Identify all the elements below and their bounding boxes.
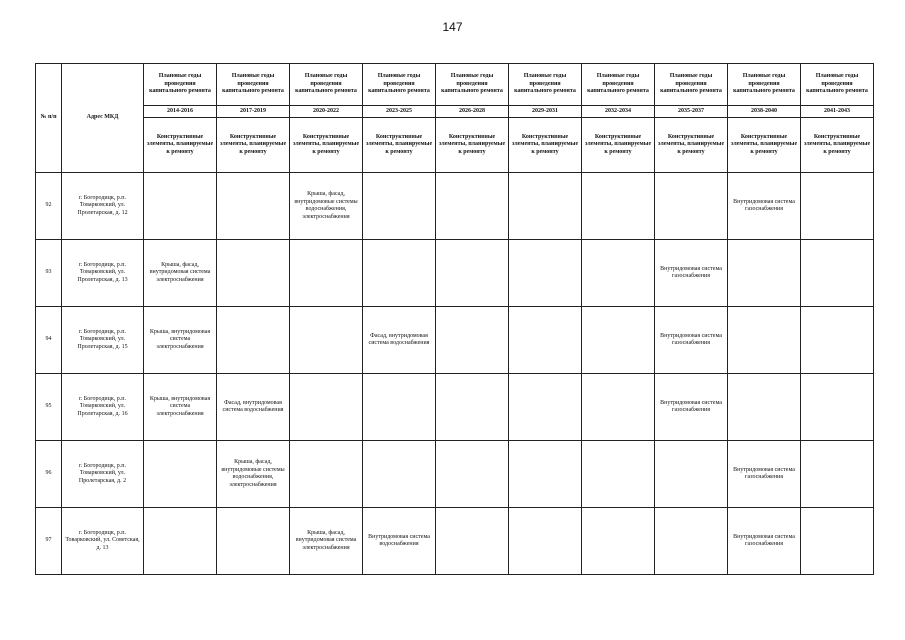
header-years: 2020-2022 (290, 106, 363, 118)
repair-elements-cell (801, 240, 874, 307)
row-number: 92 (36, 173, 62, 240)
repair-elements-cell (801, 173, 874, 240)
repair-elements-cell (436, 173, 509, 240)
repair-elements-cell (582, 374, 655, 441)
repair-elements-cell (801, 441, 874, 508)
header-elements: Конструктивные элементы, планируемые к ремонту (217, 118, 290, 173)
header-number: № п/п (36, 64, 62, 173)
repair-elements-cell (728, 307, 801, 374)
repair-elements-cell (290, 374, 363, 441)
row-number: 96 (36, 441, 62, 508)
repair-elements-cell (509, 508, 582, 575)
repair-elements-cell (436, 307, 509, 374)
capital-repair-table (35, 63, 874, 575)
header-elements: Конструктивные элементы, планируемые к ремонту (144, 118, 217, 173)
table-body (36, 173, 874, 575)
header-row-groups (36, 64, 874, 106)
repair-elements-cell (363, 441, 436, 508)
repair-elements-cell (582, 240, 655, 307)
header-elements: Конструктивные элементы, планируемые к ремонту (582, 118, 655, 173)
header-row-years (36, 106, 874, 118)
header-years: 2017-2019 (217, 106, 290, 118)
header-years: 2029-2031 (509, 106, 582, 118)
header-row-elements (36, 118, 874, 173)
repair-elements-cell (655, 508, 728, 575)
header-period-group: Плановые годы проведения капитального ремонта (801, 64, 874, 106)
table-row (36, 307, 874, 374)
repair-elements-cell (436, 508, 509, 575)
repair-elements-cell: Крыша, фасад, внутридомовые системы водоснабжения, электроснабжения (290, 173, 363, 240)
row-number: 97 (36, 508, 62, 575)
repair-elements-cell: Фасад, внутридомовая система водоснабжения (363, 307, 436, 374)
header-elements: Конструктивные элементы, планируемые к ремонту (436, 118, 509, 173)
header-elements: Конструктивные элементы, планируемые к ремонту (509, 118, 582, 173)
repair-elements-cell (290, 240, 363, 307)
header-period-group: Плановые годы проведения капитального ремонта (363, 64, 436, 106)
header-elements: Конструктивные элементы, планируемые к ремонту (728, 118, 801, 173)
repair-elements-cell (436, 374, 509, 441)
repair-elements-cell (217, 508, 290, 575)
repair-elements-cell: Внутридомовая система газоснабжения (655, 307, 728, 374)
table-header (36, 64, 874, 173)
header-elements: Конструктивные элементы, планируемые к ремонту (801, 118, 874, 173)
header-elements: Конструктивные элементы, планируемые к ремонту (363, 118, 436, 173)
table-row (36, 374, 874, 441)
header-years: 2035-2037 (655, 106, 728, 118)
header-period-group: Плановые годы проведения капитального ремонта (144, 64, 217, 106)
repair-elements-cell (363, 374, 436, 441)
repair-elements-cell (582, 441, 655, 508)
repair-elements-cell (217, 240, 290, 307)
repair-elements-cell (363, 240, 436, 307)
repair-elements-cell (582, 508, 655, 575)
repair-elements-cell (509, 173, 582, 240)
repair-elements-cell (509, 374, 582, 441)
table-row (36, 240, 874, 307)
repair-elements-cell (509, 441, 582, 508)
header-period-group: Плановые годы проведения капитального ремонта (728, 64, 801, 106)
row-number: 93 (36, 240, 62, 307)
repair-elements-cell (509, 307, 582, 374)
row-address: г. Богородицк, р.п. Товарковский, ул. Пролетарская, д. 16 (62, 374, 144, 441)
repair-elements-cell (436, 240, 509, 307)
header-period-group: Плановые годы проведения капитального ремонта (436, 64, 509, 106)
header-period-group: Плановые годы проведения капитального ремонта (290, 64, 363, 106)
repair-elements-cell (144, 508, 217, 575)
header-elements: Конструктивные элементы, планируемые к ремонту (655, 118, 728, 173)
repair-elements-cell (290, 307, 363, 374)
repair-elements-cell (363, 173, 436, 240)
repair-elements-cell: Внутридомовая система газоснабжения (655, 240, 728, 307)
header-years: 2023-2025 (363, 106, 436, 118)
header-period-group: Плановые годы проведения капитального ремонта (217, 64, 290, 106)
header-years: 2041-2043 (801, 106, 874, 118)
repair-elements-cell: Крыша, фасад, внутридомовая система электроснабжения (290, 508, 363, 575)
table-row (36, 173, 874, 240)
row-address: г. Богородицк, р.п. Товарковский, ул. Пролетарская, д. 2 (62, 441, 144, 508)
row-address: г. Богородицк, р.п. Товарковский, ул. Пролетарская, д. 12 (62, 173, 144, 240)
header-years: 2014-2016 (144, 106, 217, 118)
header-period-group: Плановые годы проведения капитального ремонта (655, 64, 728, 106)
row-address: г. Богородицк, р.п. Товарковский, ул. Пролетарская, д. 15 (62, 307, 144, 374)
repair-elements-cell (655, 441, 728, 508)
row-address: г. Богородицк, р.п. Товарковский, ул. Советская, д. 13 (62, 508, 144, 575)
row-address: г. Богородицк, р.п. Товарковский, ул. Пролетарская, д. 13 (62, 240, 144, 307)
repair-elements-cell (509, 240, 582, 307)
repair-elements-cell (655, 173, 728, 240)
repair-elements-cell (801, 307, 874, 374)
repair-elements-cell: Внутридомовая система газоснабжения (728, 508, 801, 575)
repair-elements-cell (217, 173, 290, 240)
header-period-group: Плановые годы проведения капитального ремонта (509, 64, 582, 106)
header-period-group: Плановые годы проведения капитального ремонта (582, 64, 655, 106)
repair-elements-cell (290, 441, 363, 508)
repair-elements-cell: Внутридомовая система газоснабжения (728, 173, 801, 240)
repair-elements-cell: Внутридомовая система газоснабжения (728, 441, 801, 508)
repair-elements-cell: Внутридомовая система водоснабжения (363, 508, 436, 575)
header-years: 2038-2040 (728, 106, 801, 118)
repair-elements-cell (436, 441, 509, 508)
repair-elements-cell (582, 307, 655, 374)
repair-elements-cell (728, 374, 801, 441)
repair-elements-cell (144, 441, 217, 508)
repair-elements-cell: Крыша, внутридомовая система электроснабжения (144, 307, 217, 374)
repair-elements-cell: Внутридомовая система газоснабжения (655, 374, 728, 441)
repair-elements-cell (217, 307, 290, 374)
repair-elements-cell: Фасад, внутридомовая система водоснабжения (217, 374, 290, 441)
header-years: 2032-2034 (582, 106, 655, 118)
repair-elements-cell: Крыша, фасад, внутридомовая система электроснабжения (144, 240, 217, 307)
repair-elements-cell (582, 173, 655, 240)
header-address: Адрес МКД (62, 64, 144, 173)
table-row (36, 508, 874, 575)
repair-elements-cell (801, 508, 874, 575)
repair-elements-cell (801, 374, 874, 441)
repair-elements-cell (144, 173, 217, 240)
repair-elements-cell: Крыша, внутридомовая система электроснабжения (144, 374, 217, 441)
row-number: 94 (36, 307, 62, 374)
header-years: 2026-2028 (436, 106, 509, 118)
row-number: 95 (36, 374, 62, 441)
repair-elements-cell: Крыша, фасад, внутридомовые системы водоснабжения, электроснабжения (217, 441, 290, 508)
header-elements: Конструктивные элементы, планируемые к ремонту (290, 118, 363, 173)
table-row (36, 441, 874, 508)
repair-elements-cell (728, 240, 801, 307)
page-number: 147 (442, 20, 463, 34)
